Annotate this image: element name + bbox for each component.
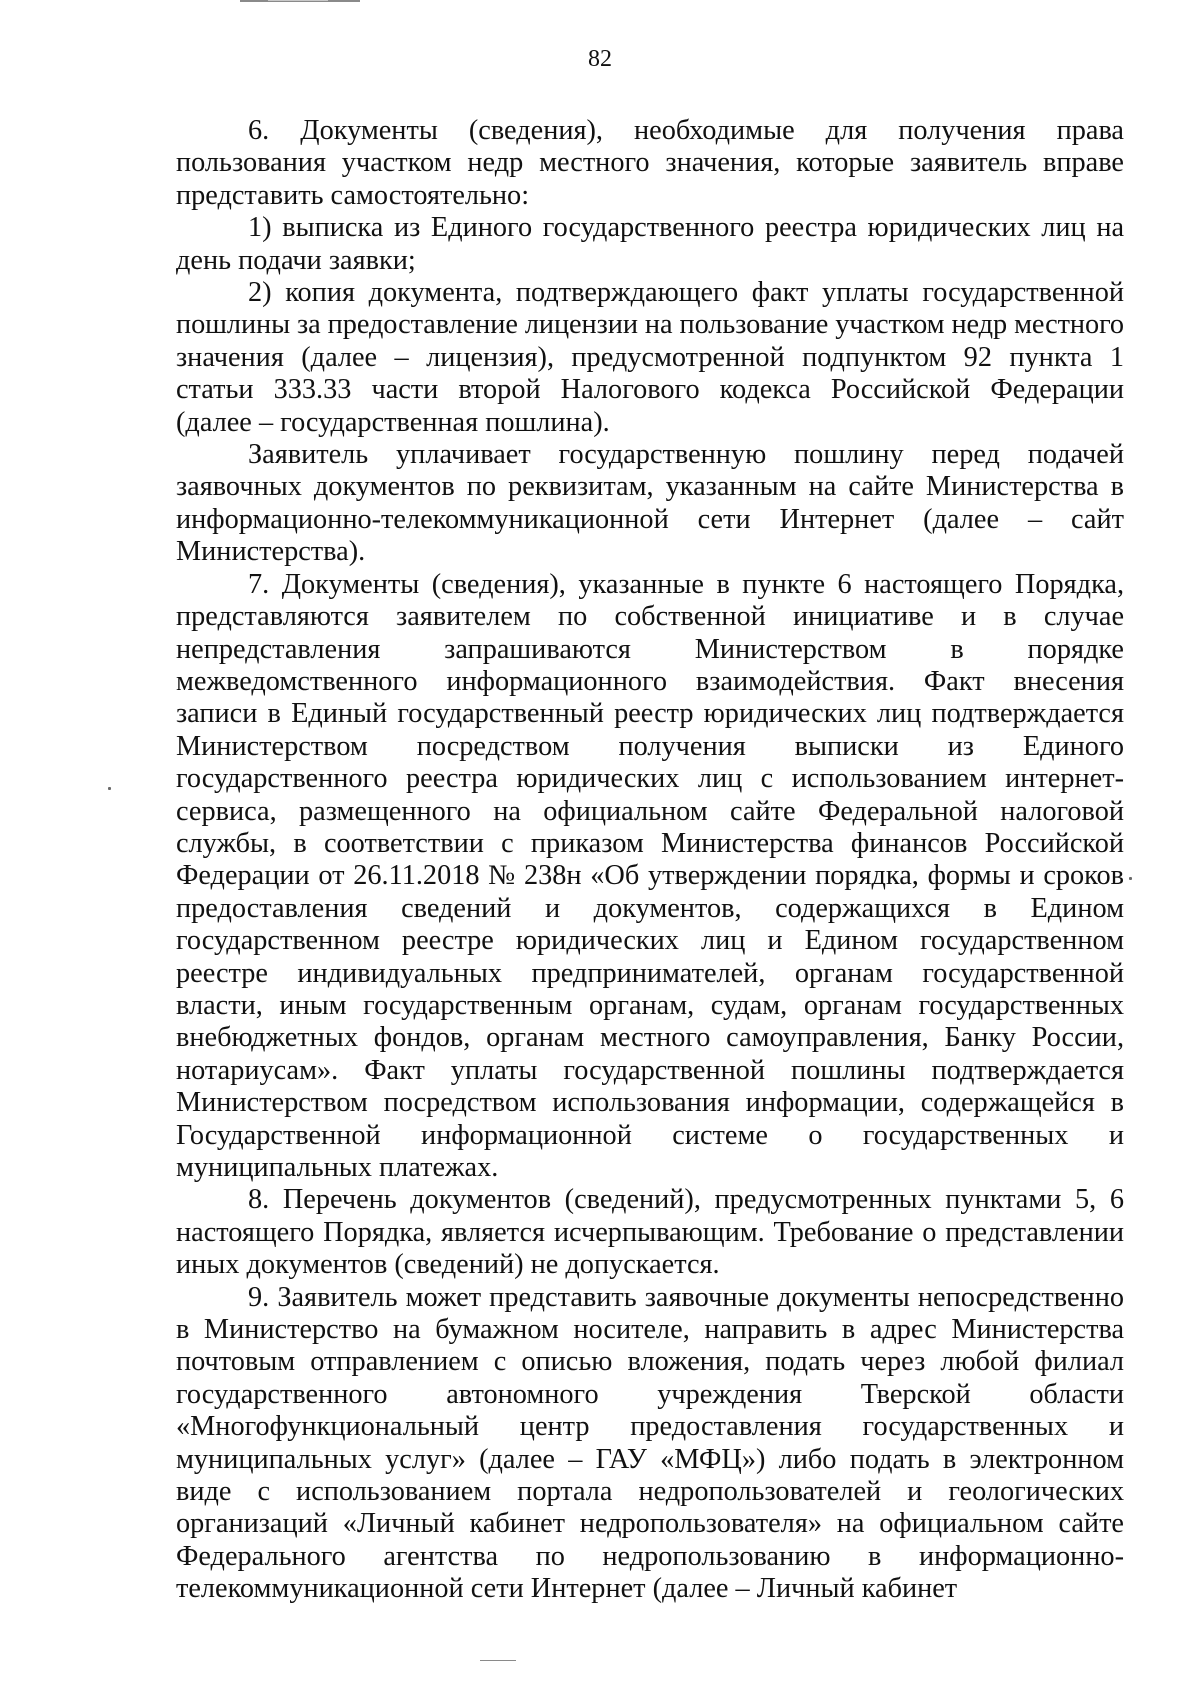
- text-line: почтовым отправлением с описью вложения, подать через любой филиал: [176, 1346, 1125, 1378]
- text-line: нотариусам». Факт уплаты государственной пошлины подтверждается: [176, 1054, 1124, 1086]
- paragraph-p6-2: [176, 277, 1124, 439]
- text-line: (далее – государственная пошлина).: [176, 406, 610, 438]
- text-line: иных документов (сведений) не допускается.: [176, 1249, 720, 1281]
- text-line: пользования участком недр местного значения, которые заявитель вправе: [176, 147, 1124, 179]
- text-line: реестре индивидуальных предпринимателей, органам государственной: [176, 957, 1124, 989]
- text-line: телекоммуникационной сети Интернет (далее – Личный кабинет: [176, 1573, 958, 1605]
- text-line: статьи 333.33 части второй Налогового кодекса Российской Федерации: [176, 374, 1125, 406]
- paragraph-p6-fee: [176, 439, 1124, 569]
- paragraph-p6: [176, 115, 1124, 212]
- text-line: власти, иным государственным органам, судам, органам государственных: [176, 989, 1125, 1021]
- text-line: 9. Заявитель может представить заявочные документы непосредственно: [248, 1281, 1124, 1313]
- text-line: предоставления сведений и документов, содержащихся в Едином: [176, 892, 1124, 924]
- text-line: «Многофункциональный центр предоставления государственных и: [176, 1411, 1125, 1443]
- text-line: представляются заявителем по собственной инициативе и в случае: [176, 601, 1125, 633]
- scan-artifact: [108, 787, 111, 790]
- text-line: 6. Документы (сведения), необходимые для получения права: [248, 115, 1124, 146]
- text-line: заявочных документов по реквизитам, указанным на сайте Министерства в: [176, 471, 1125, 503]
- paragraph-p7: [176, 569, 1124, 1185]
- text-line: Министерством посредством использования информации, содержащейся в: [176, 1087, 1125, 1119]
- text-line: организаций «Личный кабинет недропользователя» на официальном сайте: [176, 1508, 1124, 1540]
- text-line: Государственной информационной системе о государственных и: [176, 1119, 1124, 1151]
- text-line: Министерством посредством получения выписки из Единого: [176, 730, 1124, 762]
- scan-artifact: [1129, 877, 1132, 880]
- text-line: сервиса, размещенного на официальном сайте Федеральной налоговой: [176, 795, 1124, 827]
- text-line: Заявитель уплачивает государственную пошлину перед подачей: [248, 439, 1124, 471]
- text-line: государственного автономного учреждения Тверской области: [176, 1378, 1124, 1410]
- text-line: государственного реестра юридических лиц с использованием интернет-: [176, 763, 1125, 795]
- text-line: непредставления запрашиваются Министерством в порядке: [176, 633, 1124, 665]
- text-line: 1) выписка из Единого государственного реестра юридических лиц на: [248, 212, 1125, 244]
- paragraph-p8: [176, 1184, 1124, 1281]
- scan-artifact: [268, 0, 328, 1]
- text-line: в Министерство на бумажном носителе, направить в адрес Министерства: [176, 1314, 1125, 1346]
- text-line: службы, в соответствии с приказом Министерства финансов Российской: [176, 827, 1125, 859]
- scan-artifact: [480, 1660, 516, 1661]
- text-line: день подачи заявки;: [176, 244, 416, 276]
- text-line: Федерации от 26.11.2018 № 238н «Об утверждении порядка, формы и сроков: [176, 860, 1124, 892]
- text-line: Министерства).: [176, 536, 366, 568]
- text-line: 7. Документы (сведения), указанные в пункте 6 настоящего Порядка,: [248, 568, 1125, 600]
- text-line: представить самостоятельно:: [176, 179, 530, 211]
- text-line: внебюджетных фондов, органам местного самоуправления, Банку России,: [176, 1022, 1125, 1054]
- text-line: записи в Единый государственный реестр юридических лиц подтверждается: [176, 698, 1124, 730]
- text-line: 2) копия документа, подтверждающего факт уплаты государственной: [248, 277, 1124, 309]
- text-line: настоящего Порядка, является исчерпывающим. Требование о представлении: [176, 1216, 1125, 1248]
- text-line: пошлины за предоставление лицензии на пользование участком недр местного: [176, 309, 1125, 341]
- text-line: Федерального агентства по недропользованию в информационно-: [176, 1540, 1124, 1572]
- paragraph-p9: [176, 1282, 1124, 1606]
- paragraph-p6-1: [176, 212, 1124, 277]
- text-line: муниципальных платежах.: [176, 1152, 499, 1183]
- text-line: межведомственного информационного взаимодействия. Факт внесения: [176, 665, 1124, 697]
- page-number: 82: [588, 46, 612, 72]
- document-body: [176, 115, 1124, 1606]
- text-line: 8. Перечень документов (сведений), предусмотренных пунктами 5, 6: [248, 1184, 1125, 1216]
- text-line: значения (далее – лицензия), предусмотренной подпунктом 92 пункта 1: [176, 341, 1125, 373]
- text-line: муниципальных услуг» (далее – ГАУ «МФЦ») либо подать в электронном: [176, 1443, 1124, 1475]
- text-line: виде с использованием портала недропользователей и геологических: [176, 1476, 1124, 1508]
- text-line: информационно-телекоммуникационной сети Интернет (далее – сайт: [176, 503, 1124, 535]
- text-line: государственном реестре юридических лиц и Едином государственном: [176, 925, 1124, 957]
